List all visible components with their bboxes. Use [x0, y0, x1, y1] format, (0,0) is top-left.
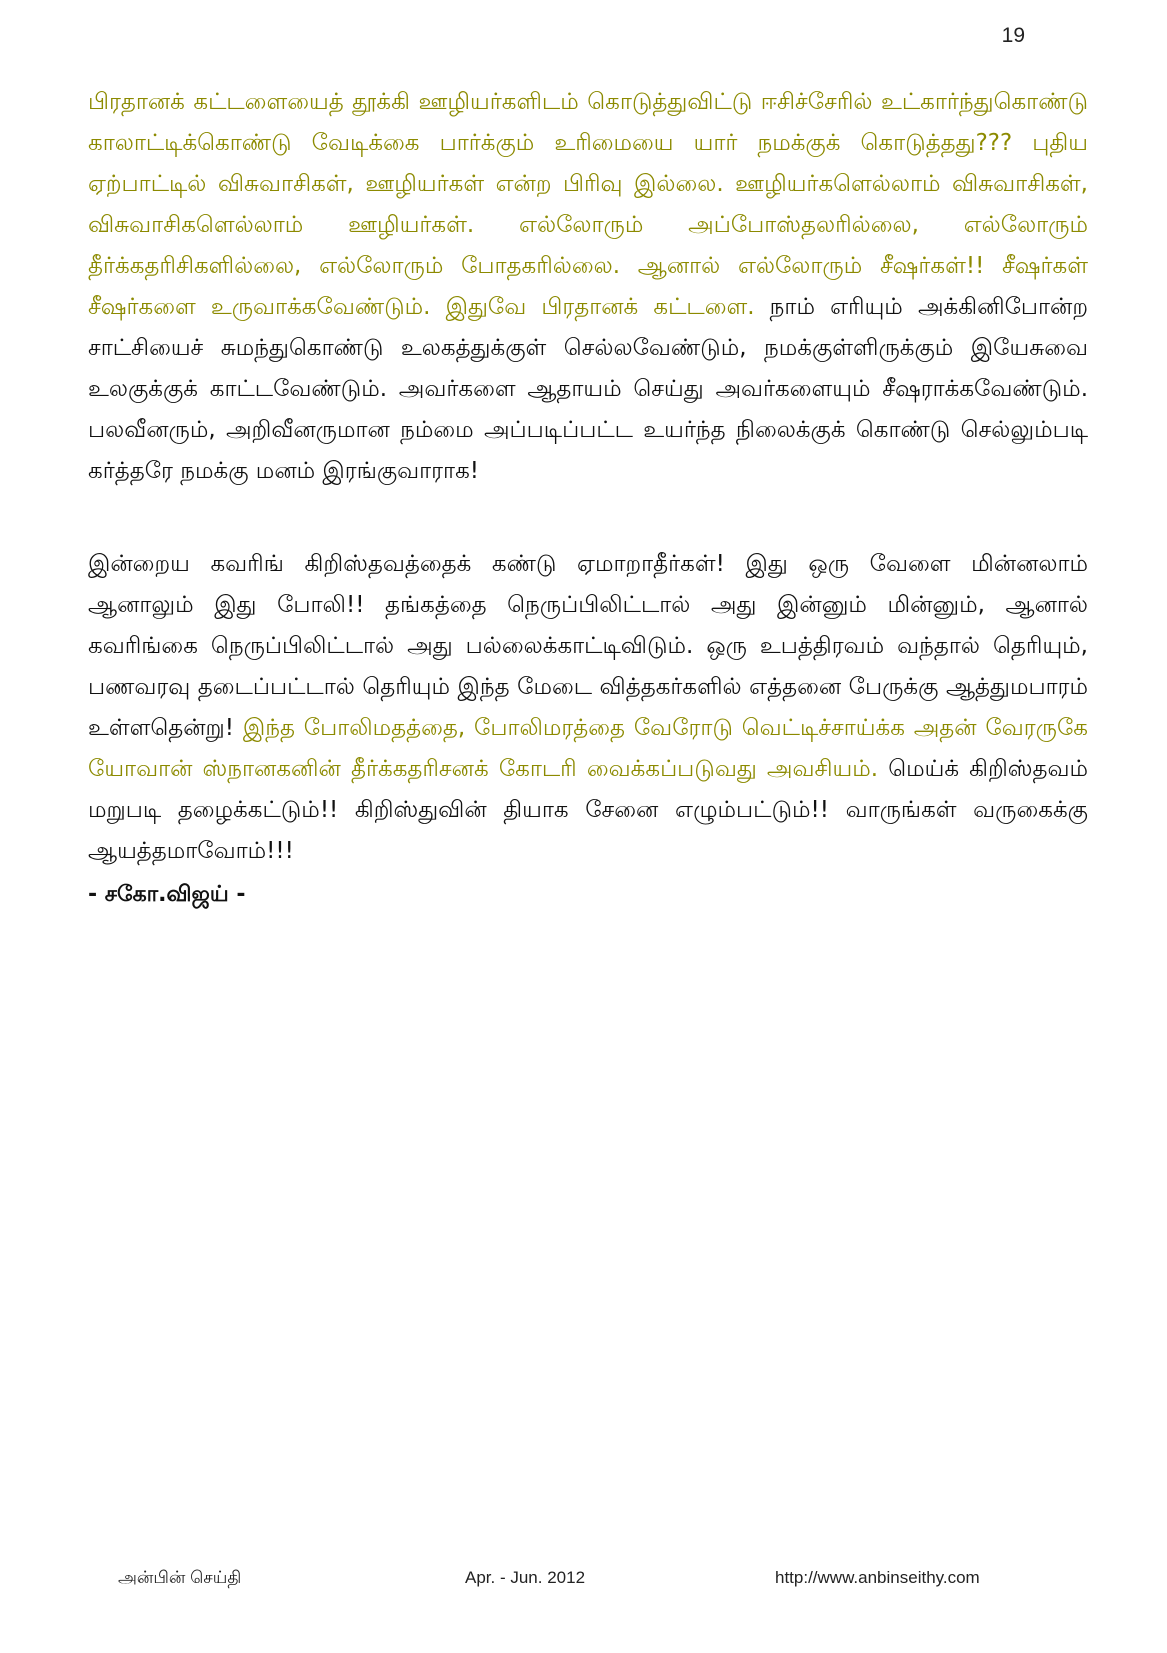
paragraph-2-highlighted-text: இந்த போலிமதத்தை, போலிமரத்தை வேரோடு வெட்டிச்சாய்க்க அதன் வேரருகே யோவான் ஸ்நானகனின் தீர்க்கதரிசனக் கோடரி வைக்கப்படுவது அவசியம். [88, 715, 1088, 782]
footer-magazine-title: அன்பின் செய்தி [118, 1568, 242, 1587]
paragraph-2-text-a: இன்றைய கவரிங் கிறிஸ்தவத்தைக் கண்டு ஏமாறாதீர்கள்! இது ஒரு வேளை மின்னலாம் ஆனாலும் இது போலி!! தங்கத்தை நெருப்பிலிட்டால் அது இன்னும் மின்னும், ஆனால் கவரிங்கை நெருப்பிலிட்டால் அது பல்லைக்காட்டிவிடும். ஒரு உபத்திரவம் வந்தால் தெரியும், பணவரவு தடைப்பட்டால் தெரியும் இந்த மேடை வித்தகர்களில் எத்தனை பேருக்கு ஆத்துமபாரம் உள்ளதென்று! [88, 551, 1088, 741]
page-footer [0, 1568, 1167, 1592]
paragraph-2 [88, 544, 1088, 872]
paragraph-1-highlighted-text: பிரதானக் கட்டளையைத் தூக்கி ஊழியர்களிடம் கொடுத்துவிட்டு ஈசிச்சேரில் உட்கார்ந்துகொண்டு காலாட்டிக்கொண்டு வேடிக்கை பார்க்கும் உரிமையை யார் நமக்குக் கொடுத்தது??? புதிய ஏற்பாட்டில் விசுவாசிகள், ஊழியர்கள் என்ற பிரிவு இல்லை. ஊழியர்களெல்லாம் விசுவாசிகள், விசுவாசிகளெல்லாம் ஊழியர்கள். எல்லோரும் அப்போஸ்தலரில்லை, எல்லோரும் தீர்க்கதரிசிகளில்லை, எல்லோரும் போதகரில்லை. ஆனால் எல்லோரும் சீஷர்கள்!! சீஷர்கள் சீஷர்களை உருவாக்கவேண்டும். இதுவே பிரதானக் கட்டளை. [88, 89, 1088, 320]
page-number: 19 [1001, 24, 1025, 47]
paragraph-1-text: நாம் எரியும் அக்கினிபோன்ற சாட்சியைச் சுமந்துகொண்டு உலகத்துக்குள் செல்லவேண்டும், நமக்குள்ளிருக்கும் இயேசுவை உலகுக்குக் காட்டவேண்டும். அவர்களை ஆதாயம் செய்து அவர்களையும் சீஷராக்கவேண்டும். பலவீனரும், அறிவீனருமான நம்மை அப்படிப்பட்ட உயர்ந்த நிலைக்குக் கொண்டு செல்லும்படி கர்த்தரே நமக்கு மனம் இரங்குவாராக! [88, 294, 1088, 484]
paragraph-2-text-b: மெய்க் கிறிஸ்தவம் மறுபடி தழைக்கட்டும்!! கிறிஸ்துவின் தியாக சேனை எழும்பட்டும்!! வாருங்கள் வருகைக்கு ஆயத்தமாவோம்!!! [88, 756, 1089, 864]
article-body [88, 82, 1088, 932]
paragraph-1 [88, 82, 1088, 492]
footer-issue-date: Apr. - Jun. 2012 [465, 1568, 586, 1587]
footer-website-link[interactable]: http://www.anbinseithy.com [775, 1568, 980, 1587]
author-signature: - சகோ.விஜய் - [88, 882, 246, 907]
